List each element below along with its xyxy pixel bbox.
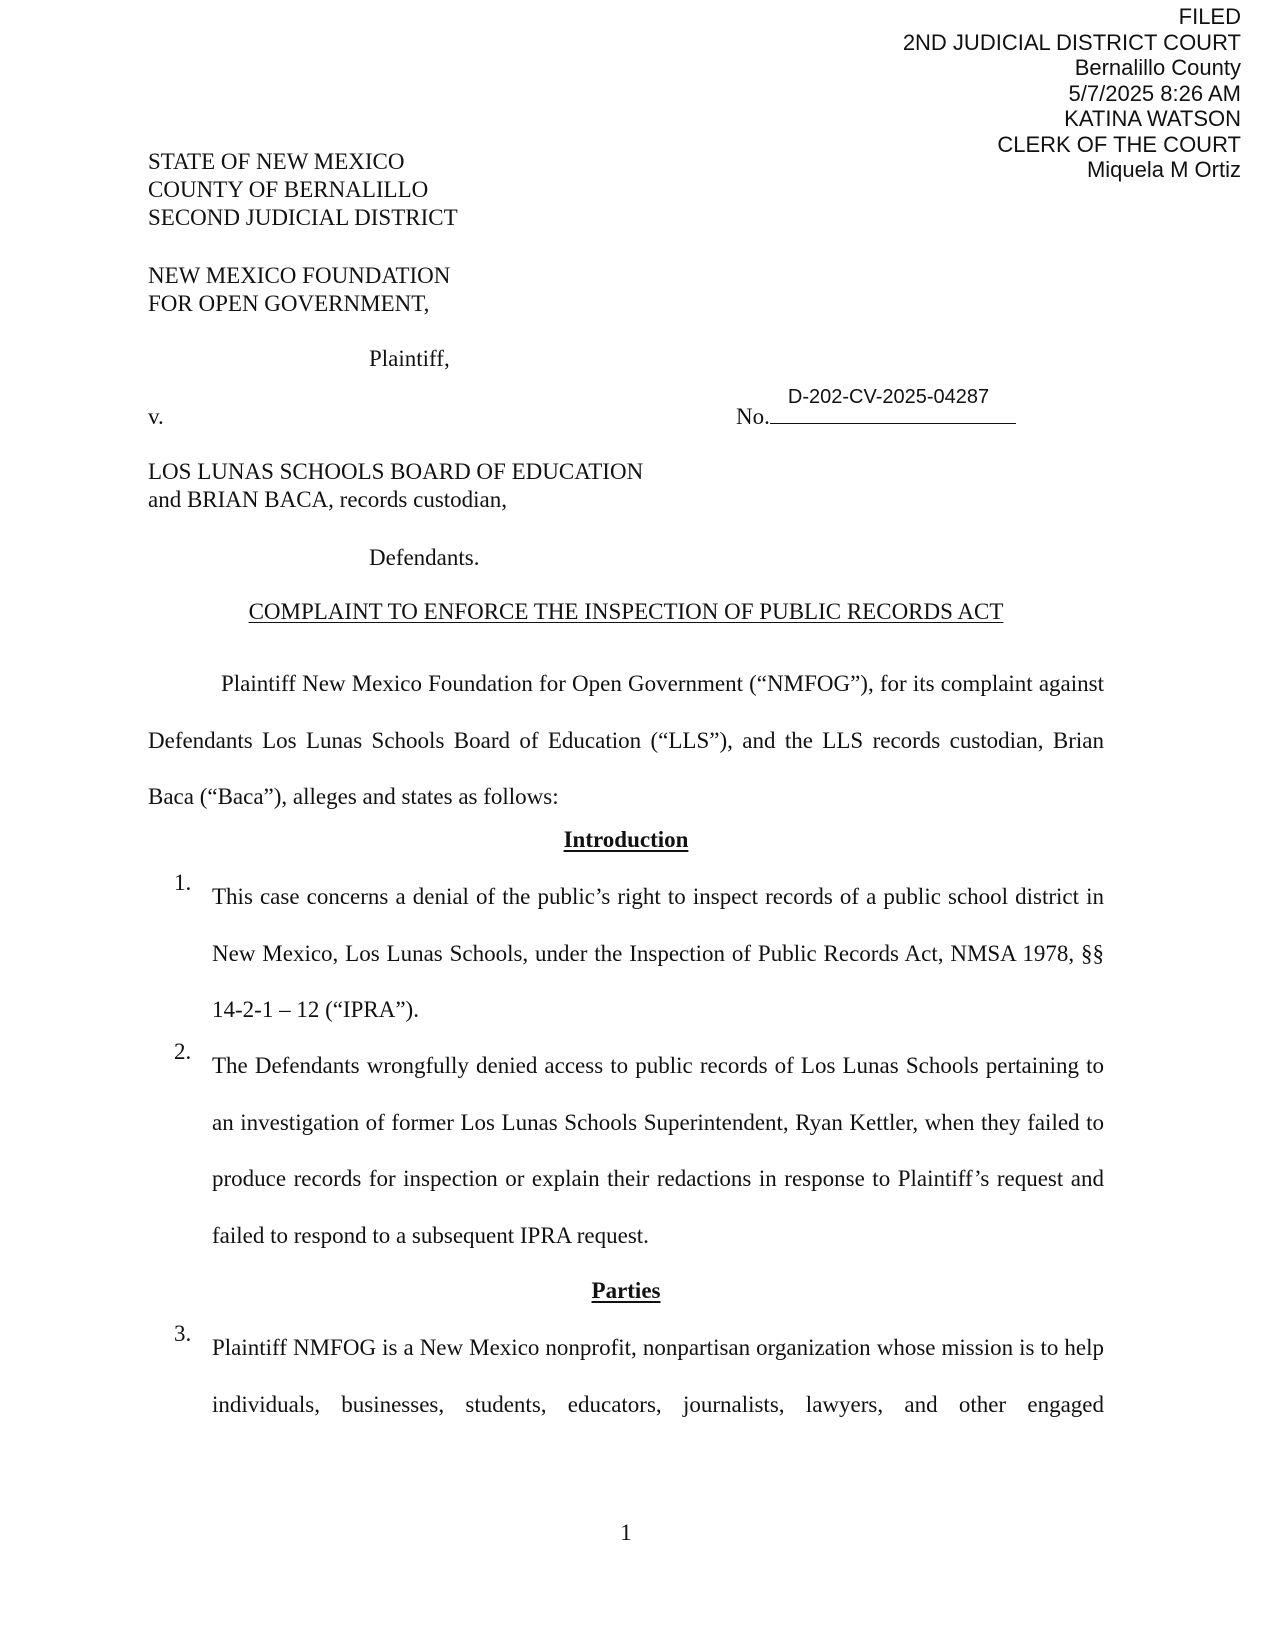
paragraph-number: 3.	[174, 1321, 192, 1346]
court-caption-line: COUNTY OF BERNALILLO	[148, 177, 429, 202]
court-caption-line: SECOND JUDICIAL DISTRICT	[148, 205, 458, 230]
plaintiff-name-line: NEW MEXICO FOUNDATION	[148, 263, 451, 288]
numbered-paragraph	[148, 869, 1104, 1039]
defendants-role-label: Defendants.	[369, 545, 480, 570]
paragraph-number: 2.	[174, 1039, 192, 1064]
plaintiff-role-label: Plaintiff,	[369, 346, 450, 371]
numbered-paragraph	[148, 1038, 1104, 1264]
filing-stamp-line: Miquela M Ortiz	[1086, 157, 1241, 182]
filing-stamp-line: Bernalillo County	[1074, 55, 1241, 80]
numbered-paragraph	[148, 1320, 1104, 1433]
case-number-field	[770, 386, 1016, 424]
case-number-value: D-202-CV-2025-04287	[787, 386, 990, 408]
court-caption	[148, 148, 458, 232]
intro-paragraph: Plaintiff New Mexico Foundation for Open Government (“NMFOG”), for its complaint against Defendants Los Lunas Schools Board of Education (“LLS”), and the LLS records custodian, Brian Baca (“Baca”), alleges and states as follows:	[148, 671, 1104, 809]
defendant-name-line: LOS LUNAS SCHOOLS BOARD OF EDUCATION	[148, 459, 644, 484]
paragraph-number: 1.	[174, 870, 192, 895]
versus-label: v.	[148, 404, 164, 429]
section-heading-introduction: Introduction	[563, 827, 689, 852]
paragraph-text: Plaintiff NMFOG is a New Mexico nonprofit, nonpartisan organization whose mission is to help individuals, businesses, students, educators, journalists, lawyers, and other engaged	[212, 1335, 1104, 1417]
defendant-name-line: and BRIAN BACA, records custodian,	[148, 487, 508, 512]
page-number: 1	[620, 1520, 632, 1545]
defendant-name	[148, 458, 643, 514]
filing-stamp-line: FILED	[1178, 4, 1241, 29]
case-number-label: No.	[736, 404, 770, 429]
filing-stamp	[903, 4, 1241, 183]
filing-stamp-line: CLERK OF THE COURT	[997, 131, 1241, 157]
section-heading-parties: Parties	[591, 1278, 661, 1303]
court-caption-line: STATE OF NEW MEXICO	[148, 149, 405, 174]
paragraph-text: The Defendants wrongfully denied access to public records of Los Lunas Schools pertaining to an investigation of former Los Lunas Schools Superintendent, Ryan Kettler, when they failed to produce records for inspection or explain their redactions in response to Plaintiff’s request and failed to respond to a subsequent IPRA request.	[212, 1053, 1104, 1248]
filing-stamp-line: 5/7/2025 8:26 AM	[1068, 80, 1241, 106]
plaintiff-name-line: FOR OPEN GOVERNMENT,	[148, 291, 430, 316]
case-number	[736, 386, 1016, 431]
plaintiff-name	[148, 262, 450, 318]
paragraph-text: This case concerns a denial of the public’s right to inspect records of a public school district in New Mexico, Los Lunas Schools, under the Inspection of Public Records Act, NMSA 1978, §§ 14-2-1 – 12 (“IPRA”).	[212, 884, 1104, 1022]
filing-stamp-line: 2ND JUDICIAL DISTRICT COURT	[902, 29, 1241, 55]
document-title: COMPLAINT TO ENFORCE THE INSPECTION OF PUBLIC RECORDS ACT	[248, 599, 1004, 624]
filing-stamp-line: KATINA WATSON	[1064, 106, 1241, 131]
